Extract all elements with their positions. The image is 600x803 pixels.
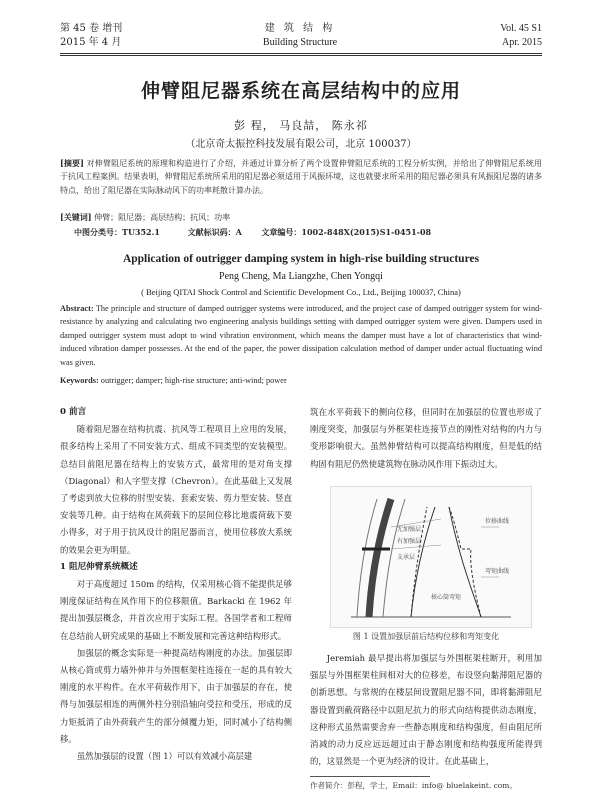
right-column-top [310, 404, 542, 473]
authors-cn: 彭 程， 马良喆， 陈永祁 [234, 119, 368, 132]
english-abstract-text: The principle and structure of damped outrigger systems were introduced, and the project case of damped outrigger system for wind-resistance by analyzing and calculating two engineering analysis buildings setting with damped outrigger system were given. Dampers used in damped outrigger system must adopt to wind vibration environment, which means the damper must have a lot of characteristics that wind-induced vibration damper possesses. At the end of the paper, the power dissipation calculation method of damper under actual fluctuating wind was given. [60, 304, 542, 367]
section-1-paragraph-2: 加强层的概念实际是一种提高结构刚度的办法。加强层即从核心筒或剪力墙外伸并与外围框架柱连接在一起的具有较大刚度的水平构件。在水平荷载作用下，由于加强层的存在，使得与加强层相连的两侧外柱分别沿轴向受拉和受压，形成的反力矩抵消了由外荷载产生的部分倾覆力矩，同时减小了结构侧移。 [60, 647, 292, 744]
journal-volume-en: Vol. 45 S1 [500, 23, 542, 34]
english-affiliation: ( Beijing QITAI Shock Control and Scientific Development Co., Ltd., Beijing 100037, China) [141, 287, 461, 297]
document-code: 文献标识码：A [187, 227, 242, 237]
section-0-paragraph: 随着阻尼器在结构抗震、抗风等工程项目上应用的发展，很多结构上采用了不同安装方式、组成不同类型的安装模型。总结目前阻尼器在结构上的安装方式，最常用的是对角支撑（Diagonal）和人字型支撑（Chevron）。在此基础上又发展了考虑到放大位移的肘型安装、套索安装、剪力型安装、竖直安装等几种。由于结构在风荷载下的层间位移比地震荷载下要小得多，对于用于抗风设计的阻尼器而言，使用位移放大系统的效果会更为明显。 [60, 424, 292, 555]
english-title: Application of outrigger damping system in high-rise building structures [122, 253, 480, 265]
figure-legend-5: 核心筒弯矩 [431, 594, 462, 601]
left-column [60, 404, 292, 765]
figure-legend-4: 弯矩曲线 [485, 568, 510, 575]
journal-date: 2015 年 4 月 [60, 37, 122, 48]
english-abstract-label: Abstract: [60, 304, 94, 313]
english-keywords-text: outrigger; damper; high-rise structure; anti-wind; power [100, 376, 287, 385]
figure-legend-1: 有加强层 [397, 538, 422, 545]
journal-name-en: Building Structure [262, 37, 338, 48]
right-paragraph-1: 筑在水平荷载下的侧向位移，但同时在加强层的位置也形成了刚度突变，加强层与外框架柱连接节点的刚性对结构的内力与变形影响很大。虽然伸臂结构可以提高结构刚度，但是低的结构固有阻尼仍然使建筑物在脉动风作用下振动过大。 [310, 407, 542, 469]
article-number: 文章编号：1002-848X(2015)S1-0451-08 [261, 227, 432, 237]
header-rule-2 [60, 55, 542, 56]
figure-1-graphic [331, 487, 531, 627]
abstract-cn [60, 157, 542, 197]
affiliation-cn: （北京奇太振控科技发展有限公司，北京 100037） [185, 139, 417, 150]
right-column-bottom [310, 650, 542, 770]
class-number: 中图分类号：TU352.1 [74, 227, 160, 237]
english-authors: Peng Cheng, Ma Liangzhe, Chen Yongqi [219, 271, 383, 282]
figure-legend-2: 支承层 [397, 554, 416, 561]
section-1-title: 1 阻尼伸臂系统概述 [60, 561, 138, 572]
keywords-cn [60, 211, 542, 224]
figure-legend-0: 无加强层 [397, 526, 422, 533]
footnote-rule [310, 776, 430, 777]
figure-1 [330, 486, 532, 628]
figure-1-caption: 图 1 设置加强层前后结构位移和弯矩变化 [352, 632, 500, 641]
section-1-paragraph-3: 虽然加强层的设置（图 1）可以有效减小高层建 [76, 751, 253, 762]
journal-name-cn: 建 筑 结 构 [264, 23, 336, 34]
keywords-cn-label: [关键词] [60, 212, 92, 222]
right-paragraph-2: Jeremiah 最早提出将加强层与外围框架柱断开，利用加强层与外围框架柱间相对大的位移差，布设竖向黏滞阻尼器的创新思想。与常规的在楼层间设置阻尼器不同，即将黏滞阻尼器设置到截荷路径中以阻尼抗力的形式向结构提供动态刚度，这种形式虽然需要舍弃一些静态刚度和结构强度，但由阻尼所消减的动力反应远远超过由于静态刚度和结构强度所能得到的，这显然是一个更为经济的设计。在此基础上， [310, 653, 542, 767]
abstract-cn-label: [摘要] [60, 158, 84, 168]
paper-title: 伸臂阻尼器系统在高层结构中的应用 [140, 80, 461, 102]
header-rule [60, 53, 542, 54]
journal-volume: 第 45 卷 增刊 [60, 23, 123, 34]
abstract-cn-text: 对伸臂阻尼系统的原理和构造进行了介绍，并通过计算分析了两个设置伸臂阻尼系统的工程分析实例，并给出了伸臂阻尼系统用于抗风工程案例。结果表明，伸臂阻尼系统所采用的阻尼器必须适用于风振环境，这也就要求所采用的阻尼器必须具有风振阻尼器的诸多特点，给出了阻尼器在实际脉动风下的功率耗散计算办法。 [60, 159, 543, 195]
figure-legend-3: 位移曲线 [485, 518, 510, 525]
classification-line [74, 226, 542, 239]
keywords-cn-text: 伸臂；阻尼器；高层结构；抗风；功率 [94, 213, 231, 222]
english-abstract [60, 302, 542, 369]
section-0-title: 0 前言 [60, 407, 87, 417]
english-keywords-label: Keywords: [60, 376, 99, 385]
author-footnote: 作者简介：彭程，学士，Email：info@ bluelakeint. com。 [310, 781, 517, 790]
section-1-paragraph-1: 对于高度超过 150m 的结构，仅采用核心筒不能提供足够刚度保证结构在风作用下的位移限值。Barkacki 在 1962 年提出加强层概念，并首次应用于实际工程。各国学者和工程师在总结前人研究成果的基础上不断发展和完善这种结构形式。 [60, 579, 292, 641]
journal-date-en: Apr. 2015 [502, 37, 542, 48]
english-keywords [60, 374, 542, 387]
leader-2 [391, 545, 441, 549]
